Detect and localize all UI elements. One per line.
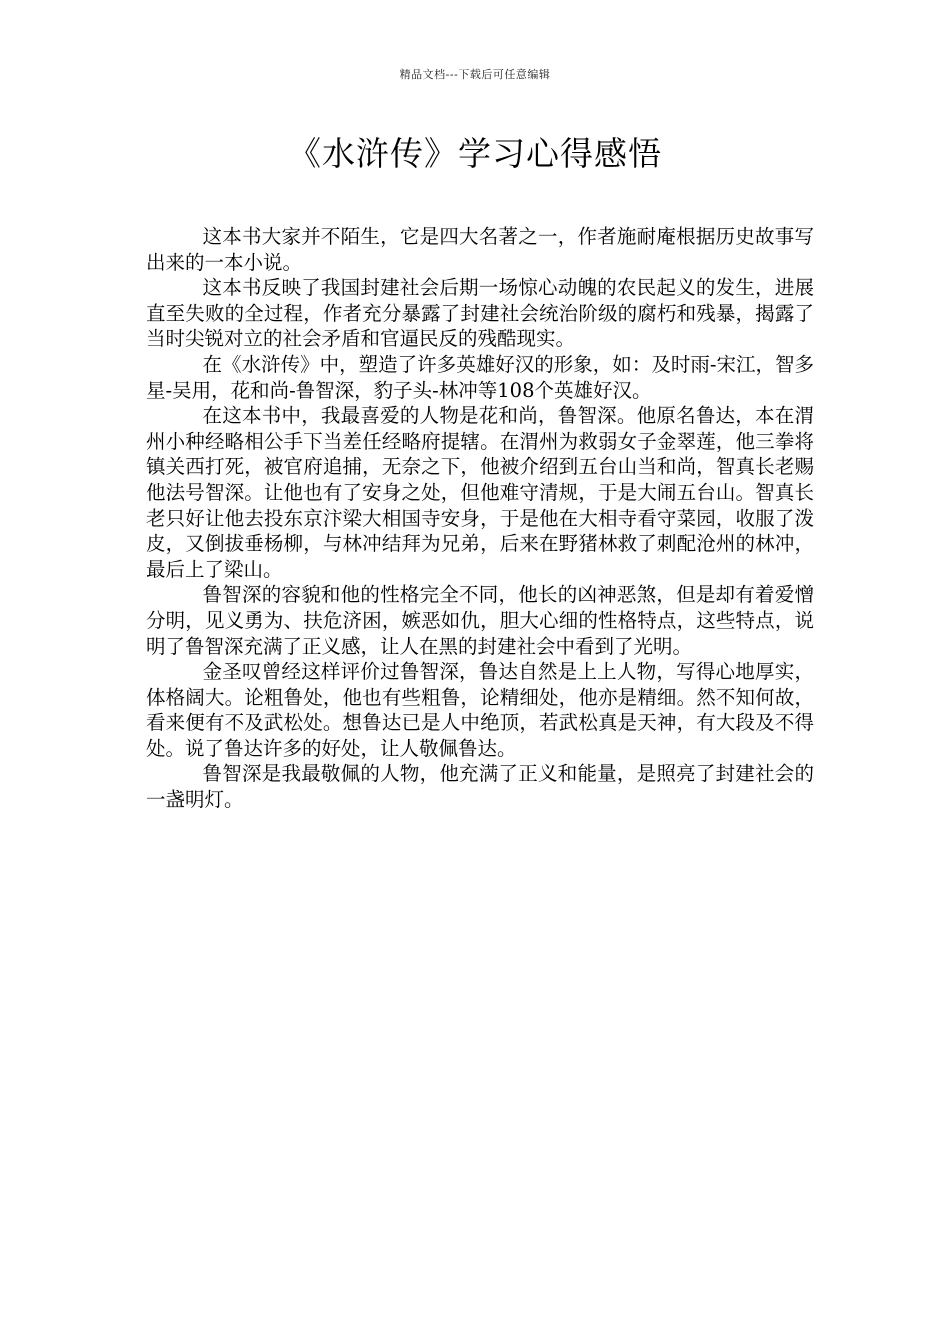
paragraph: 金圣叹曾经这样评价过鲁智深，鲁达自然是上上人物，写得心地厚实，体格阔大。论粗鲁处，他也有些粗鲁，论精细处，他亦是精细。然不知何故，看来便有不及武松处。想鲁达已是人中绝顶，若武松真是天神，有大段及不得处。说了鲁达许多的好处，让人敬佩鲁达。 <box>146 660 814 760</box>
paragraph: 鲁智深的容貌和他的性格完全不同，他长的凶神恶煞，但是却有着爱憎分明，见义勇为、扶危济困，嫉恶如仇，胆大心细的性格特点，这些特点，说明了鲁智深充满了正义感，让人在黑的封建社会中看到了光明。 <box>146 583 814 658</box>
paragraph: 这本书反映了我国封建社会后期一场惊心动魄的农民起义的发生，进展直至失败的全过程，作者充分暴露了封建社会统治阶级的腐朽和残暴，揭露了当时尖锐对立的社会矛盾和官逼民反的残酷现实。 <box>146 276 814 351</box>
paragraph: 在这本书中，我最喜爱的人物是花和尚，鲁智深。他原名鲁达，本在渭州小种经略相公手下当差任经略府提辖。在渭州为救弱女子金翠莲，他三拳将镇关西打死，被官府追捕，无奈之下，他被介绍到五台山当和尚，智真长老赐他法号智深。让他也有了安身之处，但他难守清规，于是大闹五台山。智真长老只好让他去投东京汴梁大相国寺安身，于是他在大相寺看守菜园，收服了泼皮，又倒拔垂杨柳，与林冲结拜为兄弟，后来在野猪林救了刺配沧州的林冲，最后上了梁山。 <box>146 404 814 581</box>
paragraph: 这本书大家并不陌生，它是四大名著之一，作者施耐庵根据历史故事写出来的一本小说。 <box>146 225 814 274</box>
paragraph: 鲁智深是我最敬佩的人物，他充满了正义和能量，是照亮了封建社会的一盏明灯。 <box>146 762 814 812</box>
document-body <box>146 224 814 813</box>
page-header: 精品文档---下载后可任意编辑 <box>399 68 551 81</box>
document-title: 《水浒传》学习心得感悟 <box>288 134 662 173</box>
paragraph: 在《水浒传》中，塑造了许多英雄好汉的形象，如：及时雨-宋江，智多星-吴用，花和尚-鲁智深，豹子头-林冲等108个英雄好汉。 <box>146 352 814 402</box>
